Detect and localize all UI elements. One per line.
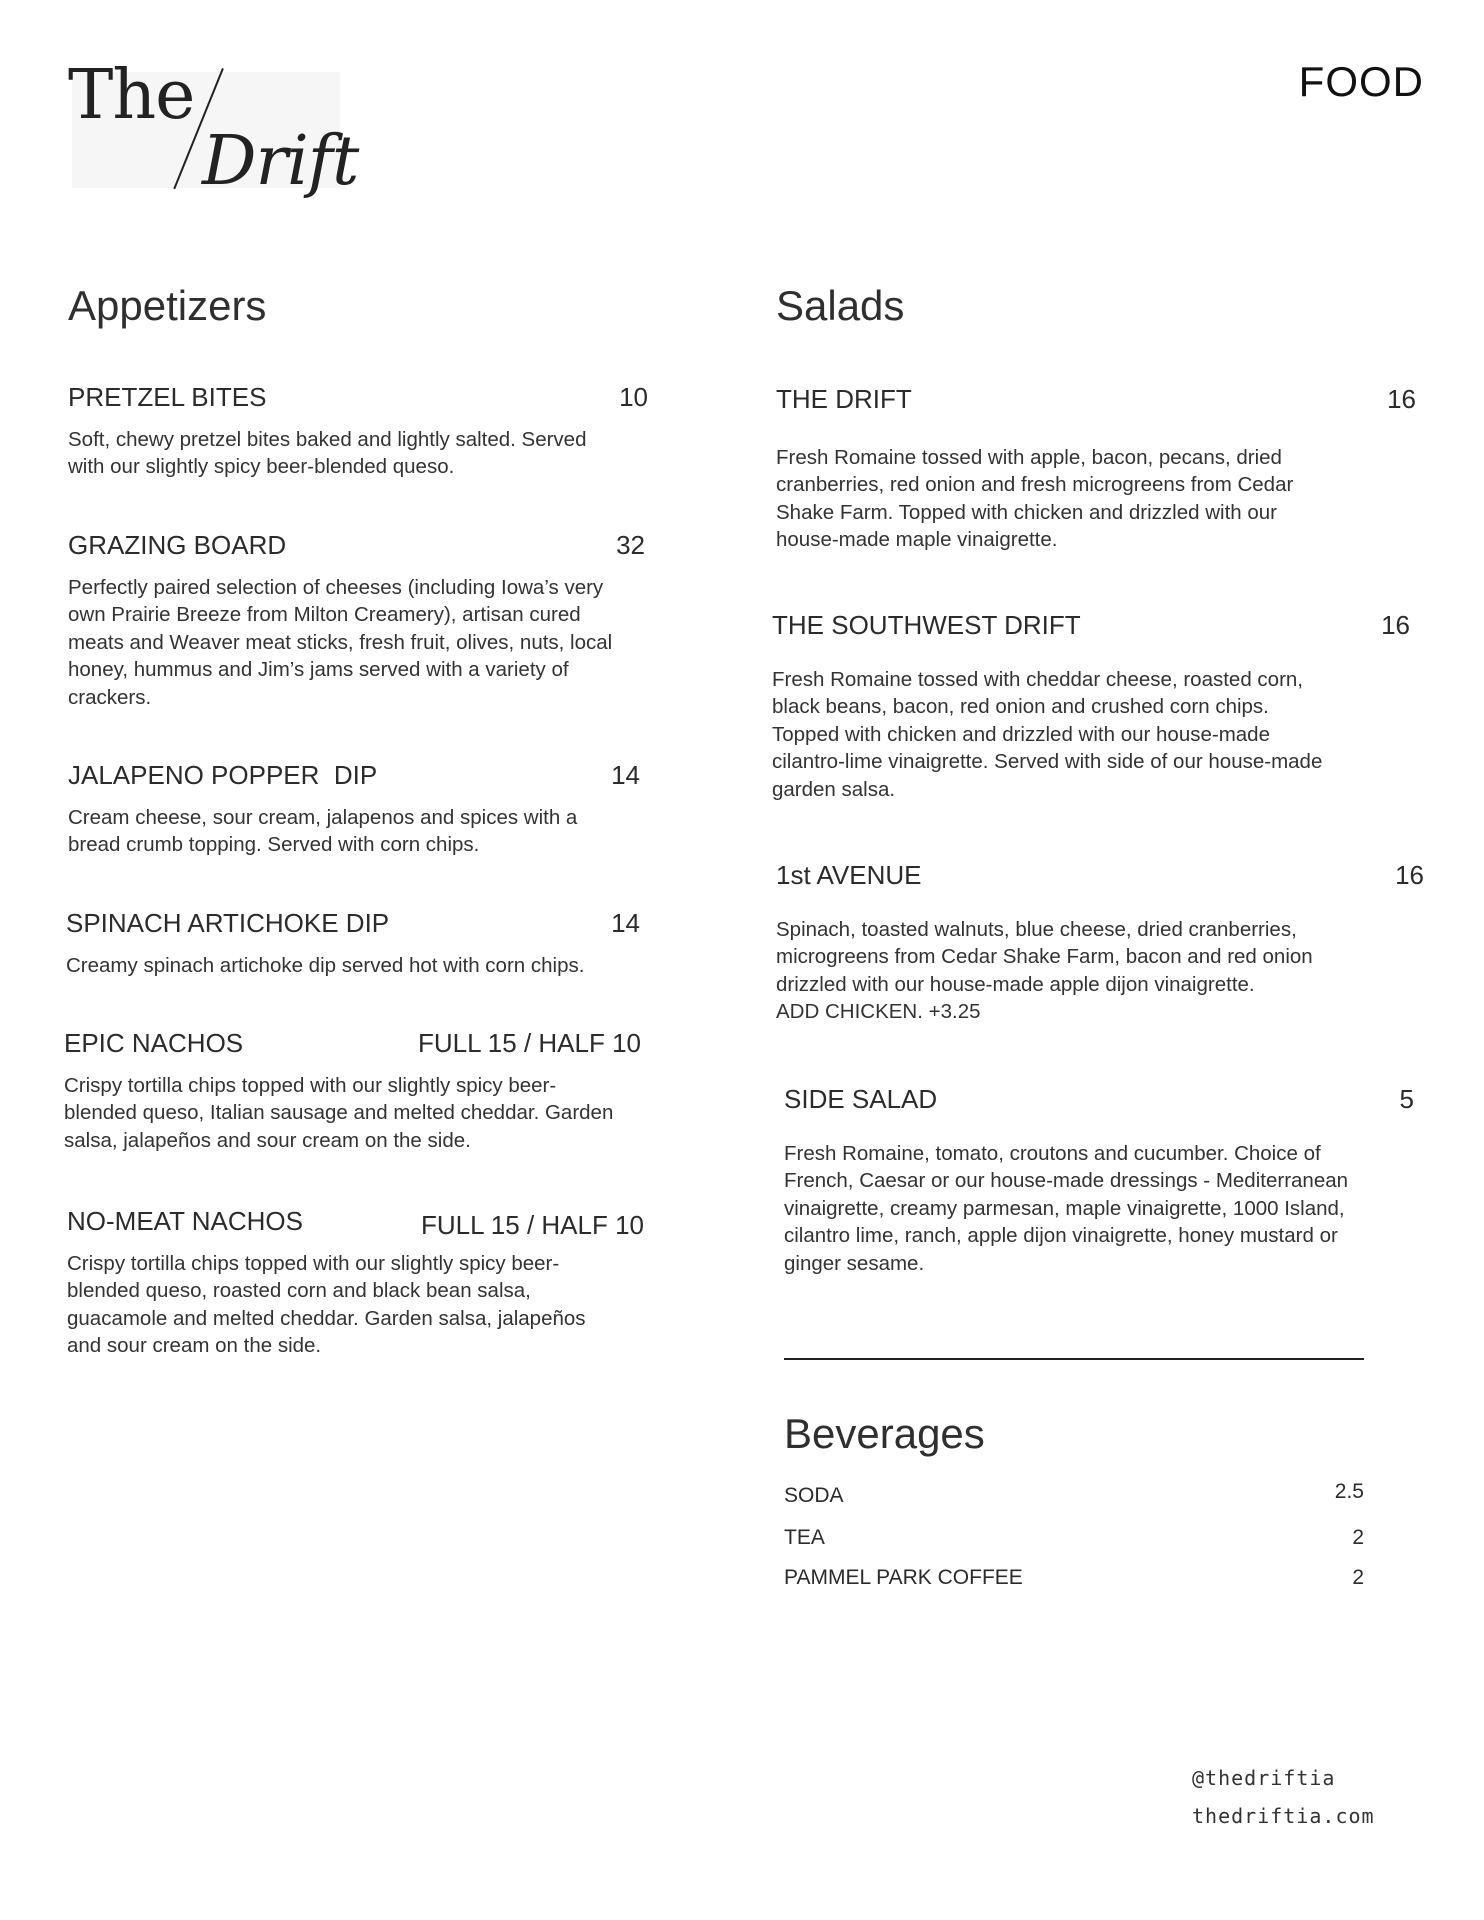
beverage-name-tea: TEA [784, 1526, 825, 1549]
item-description: Spinach, toasted walnuts, blue cheese, dried cranberries, microgreens from Cedar Shake Farm, bacon and red onion drizzled with our house-made apple dijon vinaigrette. [776, 918, 1313, 996]
item-name: SIDE SALAD [784, 1084, 938, 1114]
beverage-name-soda: SODA [784, 1484, 844, 1507]
beverages-heading: Beverages [784, 1410, 985, 1457]
beverage-price-tea: 2 [1352, 1526, 1364, 1549]
section-divider [784, 1358, 1364, 1360]
item-name: THE DRIFT [776, 384, 912, 414]
salads-heading: Salads [776, 282, 905, 329]
appetizers-heading: Appetizers [68, 282, 267, 329]
item-price: 16 [1381, 610, 1410, 640]
item-description: Fresh Romaine tossed with apple, bacon, pecans, dried cranberries, red onion and fresh microgreens from Cedar Shake Farm. Topped with chicken and drizzled with our house-made maple vinaigrette. [776, 446, 1294, 552]
item-name: PRETZEL BITES [68, 382, 267, 412]
item-name: GRAZING BOARD [68, 530, 287, 560]
item-description: Cream cheese, sour cream, jalapenos and spices with a bread crumb topping. Served with corn chips. [68, 806, 578, 857]
beverage-price-soda: 2.5 [1334, 1480, 1364, 1503]
item-price: FULL 15 / HALF 10 [417, 1028, 641, 1058]
logo-the-text: The [68, 56, 195, 135]
item-name: EPIC NACHOS [64, 1028, 244, 1058]
item-description: Perfectly paired selection of cheeses (including Iowa’s very own Prairie Breeze from Milton Creamery), artisan cured meats and Weaver meat sticks, fresh fruit, olives, nuts, local honey, hummus and Jim’s jams served with a variety of crackers. [68, 576, 613, 709]
item-price: 14 [611, 908, 640, 938]
page-title: FOOD [1298, 58, 1424, 105]
item-price: 14 [611, 760, 640, 790]
item-name: THE SOUTHWEST DRIFT [772, 610, 1081, 640]
social-handle: @thedriftia [1192, 1766, 1336, 1790]
item-name: SPINACH ARTICHOKE DIP [66, 908, 390, 938]
logo [68, 56, 368, 206]
item-description: Crispy tortilla chips topped with our slightly spicy beer-blended queso, roasted corn and black bean salsa, guacamole and melted cheddar. Garden salsa, jalapeños and sour cream on the side. [67, 1252, 586, 1358]
item-description: Soft, chewy pretzel bites baked and lightly salted. Served with our slightly spicy beer-blended queso. [68, 428, 587, 479]
item-price: 16 [1395, 860, 1424, 890]
item-price: 16 [1387, 384, 1416, 414]
item-name: 1st AVENUE [776, 860, 922, 890]
item-name: JALAPENO POPPER DIP [68, 760, 378, 790]
item-price: 10 [619, 382, 648, 412]
item-description: Fresh Romaine tossed with cheddar cheese, roasted corn, black beans, bacon, red onion and crushed corn chips. Topped with chicken and drizzled with our house-made cilantro-lime vinaigrette. Served with side of our house-made garden salsa. [772, 668, 1323, 801]
item-price: 32 [616, 530, 645, 560]
logo-drift-text: Drift [202, 122, 359, 201]
website-link[interactable]: thedriftia.com [1192, 1804, 1375, 1828]
item-price: 5 [1399, 1084, 1414, 1114]
beverage-name-coffee: PAMMEL PARK COFFEE [784, 1566, 1023, 1589]
beverage-price-coffee: 2 [1352, 1566, 1364, 1589]
item-price: FULL 15 / HALF 10 [420, 1210, 644, 1240]
item-description: Fresh Romaine, tomato, croutons and cucumber. Choice of French, Caesar or our house-made dressings - Mediterranean vinaigrette, creamy parmesan, maple vinaigrette, 1000 Island, cilantro lime, ranch, apple dijon vinaigrette, honey mustard or ginger sesame. [784, 1142, 1349, 1275]
item-description: Crispy tortilla chips topped with our slightly spicy beer-blended queso, Italian sausage and melted cheddar. Garden salsa, jalapeños and sour cream on the side. [64, 1074, 614, 1152]
item-description: Creamy spinach artichoke dip served hot with corn chips. [66, 954, 585, 977]
item-addon: ADD CHICKEN. +3.25 [776, 1000, 981, 1023]
item-name: NO-MEAT NACHOS [67, 1206, 303, 1236]
